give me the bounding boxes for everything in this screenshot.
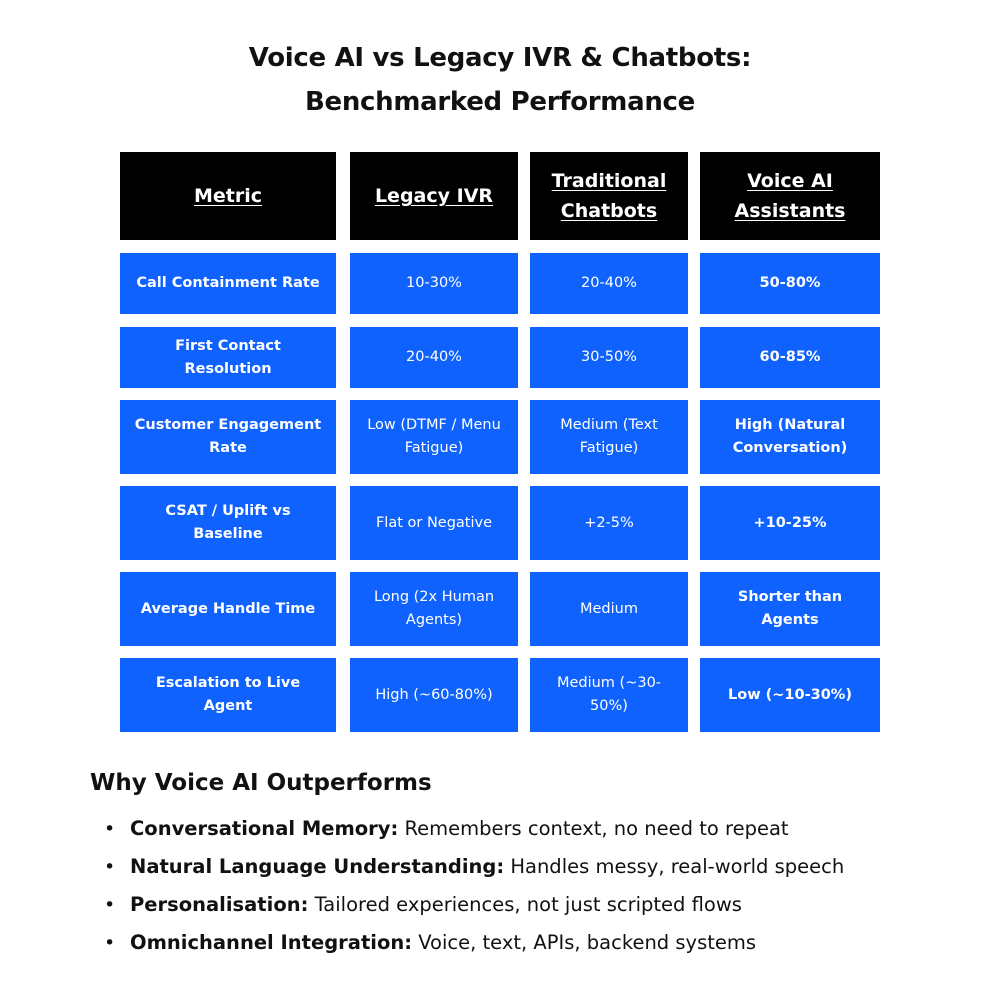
header-legacy-ivr: Legacy IVR [350, 152, 518, 240]
list-item [104, 886, 844, 924]
table-cell: 60-85% [700, 327, 880, 388]
list-item [104, 848, 844, 886]
item-label: Conversational Memory: [130, 817, 399, 840]
table-cell: Medium [530, 572, 688, 646]
metric-call-containment-rate: Call Containment Rate [120, 253, 336, 314]
table-cell: 10-30% [350, 253, 518, 314]
table-cell: +2-5% [530, 486, 688, 560]
bullet-icon: • [104, 932, 116, 954]
table-cell: High (~60-80%) [350, 658, 518, 732]
title-line-1: Voice AI vs Legacy IVR & Chatbots: [248, 43, 752, 73]
title-line-2: Benchmarked Performance [304, 87, 696, 117]
table-cell: 30-50% [530, 327, 688, 388]
metric-csat-uplift: CSAT / Uplift vs Baseline [120, 486, 336, 560]
page-title [0, 36, 1000, 124]
bullet-icon: • [104, 894, 116, 916]
table-cell: Low (~10-30%) [700, 658, 880, 732]
table-cell: Medium (Text Fatigue) [530, 400, 688, 474]
item-label: Natural Language Understanding: [130, 855, 505, 878]
metric-customer-engagement-rate: Customer Engagement Rate [120, 400, 336, 474]
table-cell: 50-80% [700, 253, 880, 314]
item-text: Handles messy, real-world speech [504, 855, 845, 878]
list-item [104, 810, 844, 848]
why-heading: Why Voice AI Outperforms [90, 770, 432, 796]
bullet-icon: • [104, 856, 116, 878]
bullet-icon: • [104, 818, 116, 840]
header-voice-ai-assistants: Voice AI Assistants [700, 152, 880, 240]
header-traditional-chatbots: Traditional Chatbots [530, 152, 688, 240]
header-metric: Metric [120, 152, 336, 240]
item-text: Tailored experiences, not just scripted flows [308, 893, 742, 916]
table-cell: Shorter than Agents [700, 572, 880, 646]
table-cell: Flat or Negative [350, 486, 518, 560]
table-cell: Medium (~30-50%) [530, 658, 688, 732]
table-cell: +10-25% [700, 486, 880, 560]
comparison-table [120, 152, 880, 732]
item-label: Personalisation: [130, 893, 309, 916]
metric-average-handle-time: Average Handle Time [120, 572, 336, 646]
item-label: Omnichannel Integration: [130, 931, 413, 954]
table-cell: High (Natural Conversation) [700, 400, 880, 474]
table-cell: 20-40% [530, 253, 688, 314]
metric-escalation-to-live-agent: Escalation to Live Agent [120, 658, 336, 732]
table-cell: Long (2x Human Agents) [350, 572, 518, 646]
why-list [104, 810, 844, 962]
item-text: Remembers context, no need to repeat [398, 817, 789, 840]
item-text: Voice, text, APIs, backend systems [412, 931, 757, 954]
table-cell: Low (DTMF / Menu Fatigue) [350, 400, 518, 474]
table-cell: 20-40% [350, 327, 518, 388]
list-item [104, 924, 844, 962]
metric-first-contact-resolution: First Contact Resolution [120, 327, 336, 388]
